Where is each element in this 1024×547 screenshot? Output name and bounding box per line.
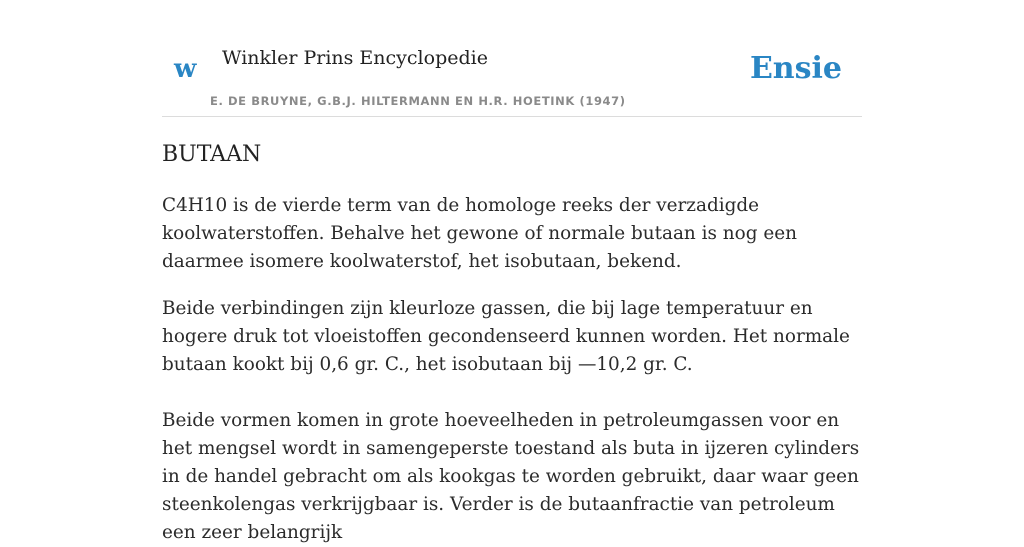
article-paragraph: Beide verbindingen zijn kleurloze gassen, die bij lage temperatuur en hogere druk tot vloeistoffen gecondenseerd kunnen worden. Het normale butaan kookt bij 0,6 gr. C., het isobutaan bij —10,2 gr. C.: [162, 298, 850, 375]
source-title[interactable]: Winkler Prins Encyclopedie: [222, 47, 488, 69]
winkler-prins-logo-icon[interactable]: w: [174, 54, 197, 84]
ensie-logo[interactable]: Ensie: [749, 51, 842, 86]
article-heading: BUTAAN: [162, 142, 262, 167]
article-paragraph: Beide vormen komen in grote hoeveelheden in petroleumgassen voor en het mengsel wordt in samengeperste toestand als buta in ijzeren cylinders in de handel gebracht om als kookgas te worden gebruikt, daar waar geen steenkolengas verkrijgbaar is. Verder is de butaanfractie van petroleum een zeer belangrijk: [162, 410, 860, 543]
site-header: [162, 0, 862, 117]
source-authors: E. DE BRUYNE, G.B.J. HILTERMANN EN H.R. HOETINK (1947): [210, 94, 626, 108]
article-paragraph: C4H10 is de vierde term van de homologe reeks der verzadigde koolwaterstoffen. Behalve het gewone of normale butaan is nog een daarmee isomere koolwaterstof, het isobutaan, bekend.: [162, 195, 797, 272]
